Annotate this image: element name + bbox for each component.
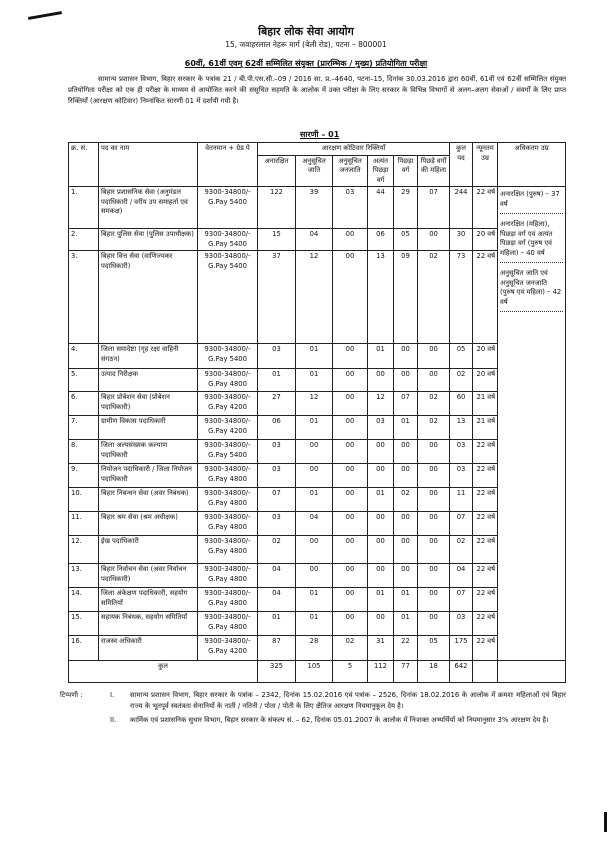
totals-count: 112	[368, 661, 394, 683]
vacancy-count: 44	[368, 187, 394, 229]
organization-address: 15, जवाहरलाल नेहरू मार्ग (बेली रोड), पटना – 800001	[225, 40, 387, 49]
min-age: 20 वर्ष	[473, 229, 498, 251]
vacancy-count: 00	[333, 344, 368, 369]
total-posts: 07	[450, 512, 473, 536]
post-name: बिहार निबन्धन सेवा (अवर निबंधक)	[99, 488, 198, 512]
pay-scale: 9300-34800/- G.Pay 4800	[198, 488, 258, 512]
vacancy-count: 00	[333, 512, 368, 536]
post-name: ग्रामीण विकास पदाधिकारी	[99, 416, 198, 440]
table-row	[69, 344, 566, 369]
header-pay: वेतनमान + ग्रेड पे	[198, 143, 258, 187]
min-age: 20 वर्ष	[473, 344, 498, 369]
post-name: बिहार पुलिस सेवा (पुलिस उपाधीक्षक)	[99, 229, 198, 251]
vacancy-count: 01	[296, 612, 333, 636]
post-name: जिला अंकेक्षण पदाधिकारी, सहयोग समितियाँ	[99, 588, 198, 612]
vacancy-count: 27	[258, 392, 296, 416]
vacancy-count: 02	[418, 251, 450, 344]
empty-cell	[473, 661, 498, 683]
note-item	[60, 715, 566, 726]
post-name: बिहार प्रोबेशन सेवा (प्रोबेशन पदाधिकारी)	[99, 392, 198, 416]
vacancy-count: 00	[418, 612, 450, 636]
total-posts: 13	[450, 416, 473, 440]
total-posts: 05	[450, 344, 473, 369]
vacancy-count: 06	[368, 229, 394, 251]
vacancy-count: 00	[368, 464, 394, 488]
vacancy-count: 29	[394, 187, 418, 229]
vacancy-count: 04	[258, 564, 296, 588]
organization-name: बिहार लोक सेवा आयोग	[258, 25, 354, 38]
vacancy-count: 01	[296, 416, 333, 440]
vacancy-count: 02	[418, 416, 450, 440]
vacancy-count: 00	[368, 512, 394, 536]
table-row	[69, 251, 566, 344]
serial-number: 6.	[69, 392, 99, 416]
notes-label: टिप्पणी :	[60, 691, 83, 699]
min-age: 20 वर्ष	[473, 369, 498, 392]
total-posts: 60	[450, 392, 473, 416]
pay-scale: 9300-34800/- G.Pay 4800	[198, 564, 258, 588]
vacancy-count: 01	[296, 344, 333, 369]
table-row	[69, 464, 566, 488]
vacancy-count: 00	[296, 536, 333, 564]
vacancy-count: 00	[368, 612, 394, 636]
vacancy-count: 02	[418, 392, 450, 416]
vacancy-count: 04	[296, 512, 333, 536]
pen-mark	[28, 11, 62, 20]
header-sn: क्र. सं.	[69, 143, 99, 187]
table-caption: सारणी – 01	[300, 130, 340, 139]
note-number: II.	[110, 716, 117, 724]
total-posts: 03	[450, 464, 473, 488]
max-age-note: अनारक्षित (महिला), पिछड़ा वर्ग एवं अत्यंत पिछड़ा वर्ग (पुरुष एवं महिला) – 40 वर्ष	[500, 218, 563, 263]
vacancy-count: 07	[418, 187, 450, 229]
document-title: 60वीं, 61वीं एवम् 62वीं सम्मिलित संयुक्त (प्रारम्भिक / मुख्य) प्रतियोगिता परीक्षा	[184, 59, 428, 68]
vacancy-count: 00	[394, 536, 418, 564]
total-posts: 11	[450, 488, 473, 512]
total-posts: 175	[450, 636, 473, 661]
vacancy-count: 01	[296, 488, 333, 512]
post-name: बिहार प्रशासनिक सेवा (अनुमंडल पदाधिकारी / वरीय उप समाहर्ता एवं समकक्ष)	[99, 187, 198, 229]
table-row	[69, 564, 566, 588]
serial-number: 1.	[69, 187, 99, 229]
table-row	[69, 636, 566, 661]
vacancy-count: 02	[333, 636, 368, 661]
serial-number: 2.	[69, 229, 99, 251]
post-name: जिला अल्पसंख्यक कल्याण पदाधिकारी	[99, 440, 198, 464]
post-name: राजस्व अधिकारी	[99, 636, 198, 661]
notes-section	[60, 690, 566, 729]
total-posts: 03	[450, 440, 473, 464]
vacancy-count: 03	[258, 344, 296, 369]
vacancy-count: 01	[258, 612, 296, 636]
table-row	[69, 612, 566, 636]
vacancy-count: 01	[368, 588, 394, 612]
min-age: 22 वर्ष	[473, 440, 498, 464]
note-item	[60, 690, 566, 712]
pay-scale: 9300-34800/- G.Pay 4200	[198, 392, 258, 416]
vacancy-count: 00	[333, 488, 368, 512]
vacancy-count: 01	[394, 612, 418, 636]
pay-scale: 9300-34800/- G.Pay 4800	[198, 464, 258, 488]
vacancy-count: 37	[258, 251, 296, 344]
post-name: जिला समादेष्टा (गृह रक्षा वाहिनी संगठन)	[99, 344, 198, 369]
vacancy-count: 39	[296, 187, 333, 229]
header-max-age: अधिकतम उम्र	[498, 143, 566, 187]
vacancy-count: 03	[258, 440, 296, 464]
vacancy-count: 03	[258, 512, 296, 536]
vacancy-count: 00	[394, 564, 418, 588]
vacancy-count: 07	[394, 392, 418, 416]
vacancy-count: 03	[258, 464, 296, 488]
serial-number: 9.	[69, 464, 99, 488]
total-posts: 02	[450, 369, 473, 392]
vacancy-count: 01	[296, 588, 333, 612]
note-number: I.	[110, 691, 115, 699]
total-posts: 07	[450, 588, 473, 612]
serial-number: 3.	[69, 251, 99, 344]
vacancy-count: 00	[368, 536, 394, 564]
vacancy-count: 02	[394, 488, 418, 512]
min-age: 22 वर्ष	[473, 564, 498, 588]
min-age: 22 वर्ष	[473, 251, 498, 344]
vacancy-count: 04	[296, 229, 333, 251]
max-age-note: अनुसूचित जाति एवं अनुसूचित जनजाति (पुरुष एवं महिला) – 42 वर्ष	[500, 267, 563, 312]
table-row	[69, 416, 566, 440]
intro-paragraph: सामान्य प्रशासन विभाग, बिहार सरकार के पत्रांक 21 / बी.पी.एस.सी.–09 / 2016 सा. प्र.–4640, पटना–15, दिनांक 30.03.2016 द्वारा 60वीं, 61वीं एवं 62वीं सम्मिलित संयुक्त प्रतियोगिता परीक्षा को एक ही परीक्षा के माध्यम से आयोजित करने की संसूचित सहमति के आलोक में उक्त परीक्षा के लिए सरकार के विभिन्न विभागों से अलग–अलग सेवाओं / संवर्गों के लिए प्राप्त रिक्तियाँ (आरक्षण कोटिवार) निम्नांकित सारणी 01 में दर्शायी गयी है।	[68, 75, 566, 105]
max-age-cell	[498, 187, 566, 661]
table-row	[69, 369, 566, 392]
header-category: पिछड़े वर्गों की महिला	[418, 155, 450, 187]
pay-scale: 9300-34800/- G.Pay 4800	[198, 536, 258, 564]
vacancy-count: 00	[418, 488, 450, 512]
table-row	[69, 229, 566, 251]
total-posts: 30	[450, 229, 473, 251]
serial-number: 4.	[69, 344, 99, 369]
pay-scale: 9300-34800/- G.Pay 5400	[198, 187, 258, 229]
totals-count: 18	[418, 661, 450, 683]
vacancy-count: 15	[258, 229, 296, 251]
min-age: 22 वर्ष	[473, 612, 498, 636]
min-age: 22 वर्ष	[473, 187, 498, 229]
pay-scale: 9300-34800/- G.Pay 5400	[198, 251, 258, 344]
vacancy-count: 05	[394, 229, 418, 251]
serial-number: 12.	[69, 536, 99, 564]
header-category: अनारक्षित	[258, 155, 296, 187]
vacancy-count: 09	[394, 251, 418, 344]
vacancy-count: 12	[296, 392, 333, 416]
serial-number: 5.	[69, 369, 99, 392]
note-text: सामान्य प्रशासन विभाग, बिहार सरकार के पत्रांक – 2342, दिनांक 15.02.2016 एवं पत्रांक – 2526, दिनांक 18.02.2016 के आलोक में क्रमशः महिलाओं एवं बिहार राज्य के भूतपूर्व स्वतंत्रता सेनानियों के नाती / नतिनी / पोता / पोती के लिए क्षैतिज आरक्षण नियमानुकूल देय है।	[130, 691, 566, 710]
vacancy-count: 01	[368, 344, 394, 369]
min-age: 22 वर्ष	[473, 512, 498, 536]
vacancy-table	[68, 142, 566, 683]
pay-scale: 9300-34800/- G.Pay 4200	[198, 416, 258, 440]
post-name: उत्पाद निरीक्षक	[99, 369, 198, 392]
serial-number: 16.	[69, 636, 99, 661]
vacancy-count: 22	[394, 636, 418, 661]
total-posts: 02	[450, 536, 473, 564]
note-text: कार्मिक एवं प्रशासनिक सुधार विभाग, बिहार सरकार के संकल्प सं. – 62, दिनांक 05.01.2007 के आलोक में निःशक्त अभ्यर्थियों को नियमानुसार 3% आरक्षण देय है।	[130, 716, 549, 724]
totals-count: 77	[394, 661, 418, 683]
table-row	[69, 588, 566, 612]
serial-number: 8.	[69, 440, 99, 464]
total-posts: 03	[450, 612, 473, 636]
totals-row	[69, 661, 566, 683]
pay-scale: 9300-34800/- G.Pay 4800	[198, 612, 258, 636]
totals-label: कुल	[69, 661, 258, 683]
vacancy-count: 00	[296, 464, 333, 488]
table-row	[69, 488, 566, 512]
min-age: 22 वर्ष	[473, 636, 498, 661]
vacancy-count: 01	[258, 369, 296, 392]
vacancy-count: 00	[333, 251, 368, 344]
totals-total: 642	[450, 661, 473, 683]
vacancy-count: 00	[418, 229, 450, 251]
vacancy-count: 28	[296, 636, 333, 661]
vacancy-count: 06	[258, 416, 296, 440]
header-category: अत्यंत पिछड़ा वर्ग	[368, 155, 394, 187]
header-post: पद का नाम	[99, 143, 198, 187]
serial-number: 15.	[69, 612, 99, 636]
table-row	[69, 536, 566, 564]
vacancy-count: 00	[333, 416, 368, 440]
vacancy-count: 00	[418, 440, 450, 464]
vacancy-count: 00	[333, 392, 368, 416]
vacancy-count: 00	[394, 440, 418, 464]
vacancy-count: 01	[368, 488, 394, 512]
empty-cell	[498, 661, 566, 683]
table-row	[69, 187, 566, 229]
vacancy-count: 00	[333, 536, 368, 564]
vacancy-count: 00	[418, 512, 450, 536]
pay-scale: 9300-34800/- G.Pay 5400	[198, 229, 258, 251]
table-row	[69, 512, 566, 536]
vacancy-count: 01	[296, 369, 333, 392]
post-name: ईख पदाधिकारी	[99, 536, 198, 564]
vacancy-count: 00	[296, 564, 333, 588]
total-posts: 04	[450, 564, 473, 588]
min-age: 22 वर्ष	[473, 464, 498, 488]
vacancy-count: 00	[394, 369, 418, 392]
vacancy-count: 05	[418, 636, 450, 661]
header-category: पिछड़ा वर्ग	[394, 155, 418, 187]
vacancy-count: 00	[418, 369, 450, 392]
vacancy-count: 00	[394, 344, 418, 369]
vacancy-count: 12	[368, 392, 394, 416]
vacancy-count: 00	[418, 464, 450, 488]
serial-number: 11.	[69, 512, 99, 536]
pay-scale: 9300-34800/- G.Pay 5400	[198, 440, 258, 464]
vacancy-count: 01	[394, 588, 418, 612]
post-name: बिहार श्रम सेवा (श्रम अधीक्षक)	[99, 512, 198, 536]
post-name: बिहार वित्त सेवा (वाणिज्यकर पदाधिकारी)	[99, 251, 198, 344]
serial-number: 10.	[69, 488, 99, 512]
vacancy-count: 00	[418, 588, 450, 612]
totals-count: 105	[296, 661, 333, 683]
pay-scale: 9300-34800/- G.Pay 4200	[198, 636, 258, 661]
post-name: बिहार निर्वाचन सेवा (अवर निर्वाचन पदाधिकारी)	[99, 564, 198, 588]
serial-number: 13.	[69, 564, 99, 588]
vacancy-count: 03	[368, 416, 394, 440]
vacancy-count: 00	[394, 512, 418, 536]
min-age: 22 वर्ष	[473, 488, 498, 512]
vacancy-count: 12	[296, 251, 333, 344]
min-age: 21 वर्ष	[473, 416, 498, 440]
total-posts: 73	[450, 251, 473, 344]
max-age-note: अनारक्षित (पुरुष) – 37 वर्ष	[500, 188, 563, 214]
vacancy-count: 00	[368, 564, 394, 588]
min-age: 21 वर्ष	[473, 392, 498, 416]
min-age: 22 वर्ष	[473, 588, 498, 612]
vacancy-count: 00	[333, 440, 368, 464]
vacancy-count: 00	[368, 369, 394, 392]
vacancy-count: 01	[394, 416, 418, 440]
pay-scale: 9300-34800/- G.Pay 4800	[198, 369, 258, 392]
vacancy-count: 00	[418, 536, 450, 564]
vacancy-count: 00	[333, 612, 368, 636]
serial-number: 14.	[69, 588, 99, 612]
totals-count: 325	[258, 661, 296, 683]
serial-number: 7.	[69, 416, 99, 440]
vacancy-count: 00	[418, 344, 450, 369]
pay-scale: 9300-34800/- G.Pay 5400	[198, 344, 258, 369]
vacancy-count: 87	[258, 636, 296, 661]
vacancy-count: 13	[368, 251, 394, 344]
table-row	[69, 392, 566, 416]
vacancy-count: 00	[333, 564, 368, 588]
vacancy-count: 00	[394, 464, 418, 488]
vacancy-count: 00	[333, 369, 368, 392]
header-category: अनुसूचित जनजाति	[333, 155, 368, 187]
vacancy-count: 03	[333, 187, 368, 229]
header-category: अनुसूचित जाति	[296, 155, 333, 187]
vacancy-count: 00	[368, 440, 394, 464]
min-age: 22 वर्ष	[473, 536, 498, 564]
vacancy-count: 00	[296, 440, 333, 464]
header-min-age: न्यूनतम उम्र	[473, 143, 498, 187]
header-total: कुल पद	[450, 143, 473, 187]
vacancy-count: 00	[418, 564, 450, 588]
vacancy-count: 00	[333, 588, 368, 612]
pay-scale: 9300-34800/- G.Pay 4800	[198, 588, 258, 612]
post-name: नियोजन पदाधिकारी / जिला नियोजन पदाधिकारी	[99, 464, 198, 488]
vacancy-count: 00	[333, 229, 368, 251]
pay-scale: 9300-34800/- G.Pay 4800	[198, 512, 258, 536]
vacancy-count: 02	[258, 536, 296, 564]
vacancy-count: 31	[368, 636, 394, 661]
pen-mark	[604, 812, 607, 832]
total-posts: 244	[450, 187, 473, 229]
vacancy-count: 07	[258, 488, 296, 512]
totals-count: 5	[333, 661, 368, 683]
table-row	[69, 440, 566, 464]
vacancy-count: 00	[333, 464, 368, 488]
vacancy-count: 04	[258, 588, 296, 612]
post-name: सहायक निबंधक, सहयोग समितियाँ	[99, 612, 198, 636]
vacancy-count: 122	[258, 187, 296, 229]
header-reservation: आरक्षण कोटिवार रिक्तियाँ	[258, 143, 450, 156]
